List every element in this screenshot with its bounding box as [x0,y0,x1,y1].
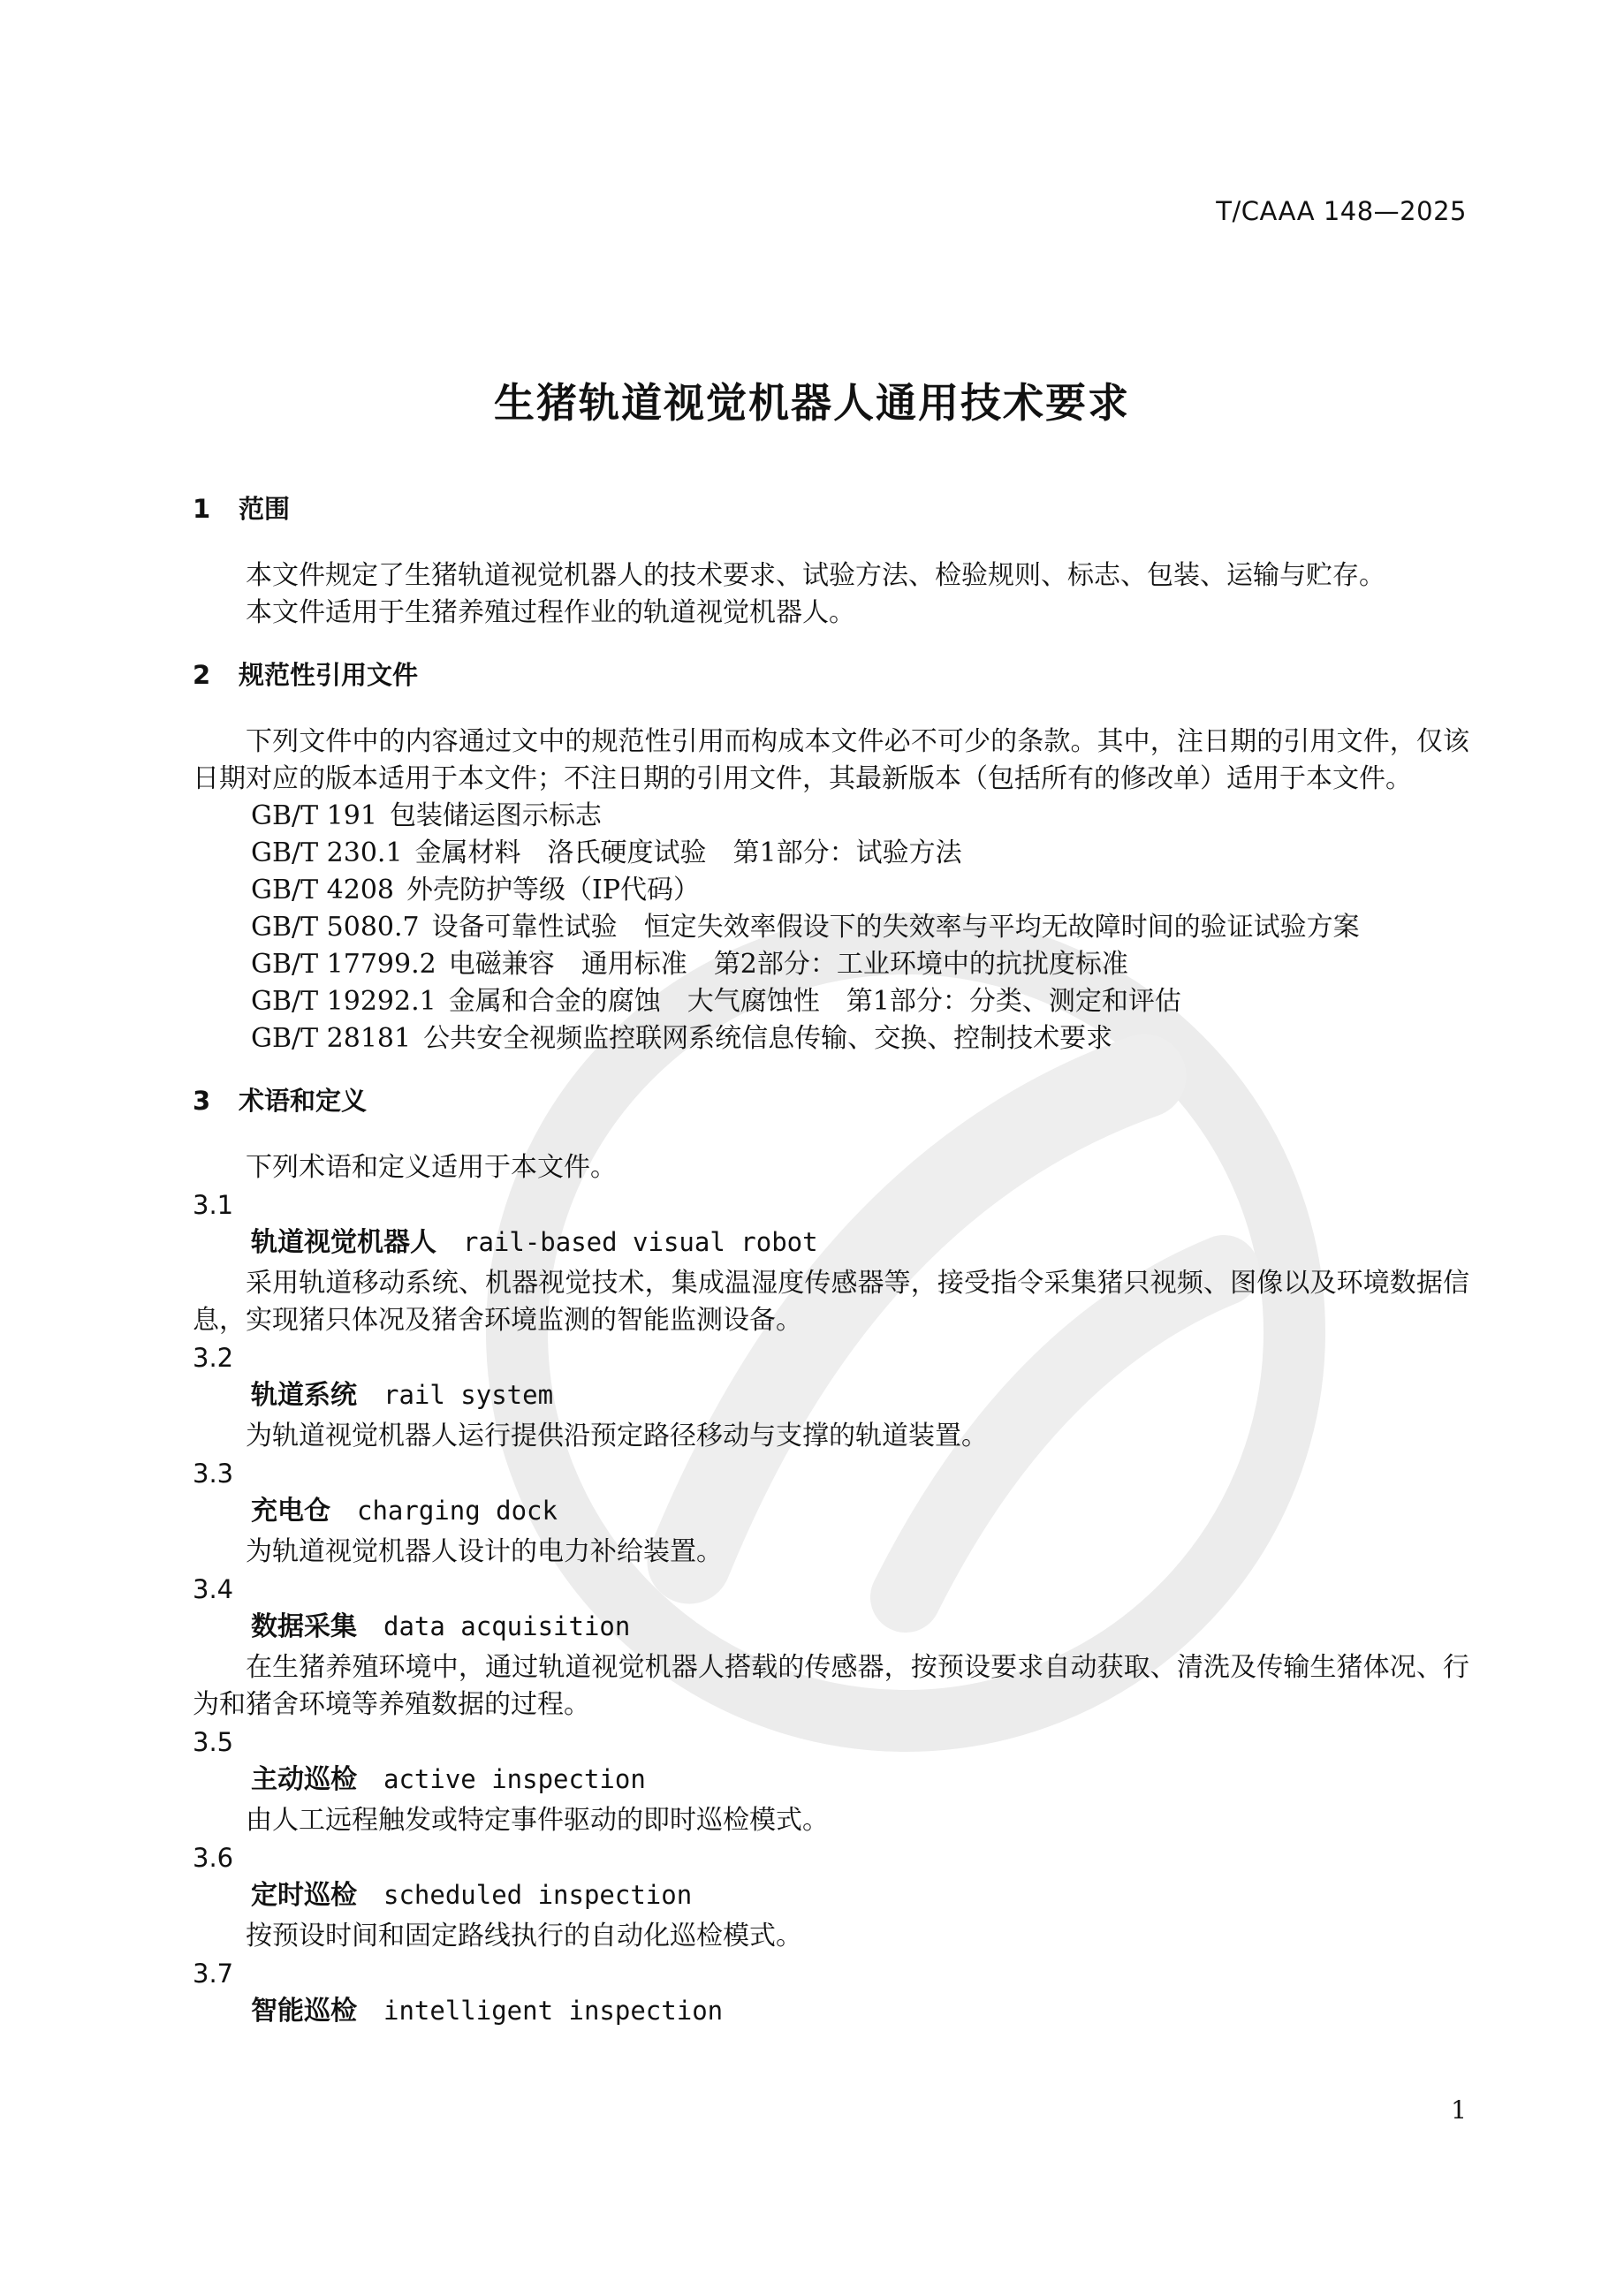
term-definition: 为轨道视觉机器人设计的电力补给装置。 [246,1536,723,1567]
term-number: 3.5 [193,1727,234,1757]
scope-paragraph: 本文件适用于生猪养殖过程作业的轨道视觉机器人。 [246,597,855,628]
reference-item [193,872,1469,909]
term-number: 3.1 [193,1190,234,1220]
term-entry [193,1186,1469,1339]
reference-title: 金属材料 洛氏硬度试验 第1部分：试验方法 [414,837,962,868]
term-definition: 采用轨道移动系统、机器视觉技术，集成温湿度传感器等，接受指令采集猪只视频、图像以及环境数据信息，实现猪只体况及猪舍环境监测的智能监测设备。 [193,1268,1469,1336]
term-name-en: active inspection [383,1764,646,1794]
reference-code: GB/T 17799.2 [251,949,436,980]
term-number: 3.2 [193,1343,234,1373]
term-name [193,1876,1469,1918]
reference-list [193,798,1469,1057]
reference-title: 公共安全视频监控联网系统信息传输、交换、控制技术要求 [423,1023,1113,1054]
reference-code: GB/T 5080.7 [251,912,420,943]
reference-title: 电磁兼容 通用标准 第2部分：工业环境中的抗扰度标准 [448,949,1128,980]
reference-title: 包装储运图示标志 [389,800,602,831]
references-intro: 下列文件中的内容通过文中的规范性引用而构成本文件必不可少的条款。其中，注日期的引用文件，仅该日期对应的版本适用于本文件；不注日期的引用文件，其最新版本（包括所有的修改单）适用于本文件。 [193,726,1469,794]
section-title: 术语和定义 [239,1086,368,1116]
page-number: 1 [1451,2095,1467,2125]
term-name [193,1761,1469,1802]
term-number: 3.4 [193,1574,234,1604]
term-name [193,1376,1469,1418]
term-name [193,1224,1469,1265]
section-title: 范围 [239,494,291,524]
section-heading-references [193,656,1469,693]
term-number: 3.6 [193,1843,234,1873]
reference-item [193,946,1469,983]
document-number: T/CAAA 148—2025 [1216,196,1467,226]
section-heading-terms [193,1082,1469,1119]
term-name-en: rail-based visual robot [463,1227,818,1257]
term-name-zh: 智能巡检 [251,1996,357,2027]
reference-title: 金属和合金的腐蚀 大气腐蚀性 第1部分：分类、测定和评估 [448,986,1181,1017]
term-number: 3.3 [193,1459,234,1489]
term-name-zh: 定时巡检 [251,1880,357,1911]
term-number: 3.7 [193,1959,234,1989]
reference-code: GB/T 4208 [251,875,395,906]
section-number: 2 [193,660,211,690]
section-number: 1 [193,494,211,524]
terms-intro: 下列术语和定义适用于本文件。 [246,1152,617,1183]
term-entry [193,1724,1469,1839]
document-title: 生猪轨道视觉机器人通用技术要求 [494,379,1130,427]
section-title: 规范性引用文件 [239,660,419,690]
term-definition: 按预设时间和固定路线执行的自动化巡检模式。 [246,1921,802,1951]
reference-item [193,1020,1469,1057]
term-entry [193,1455,1469,1571]
term-name-zh: 充电仓 [251,1496,330,1527]
term-name-en: intelligent inspection [383,1996,724,2026]
document-body [193,490,1469,2034]
term-name-zh: 轨道视觉机器人 [251,1227,436,1258]
reference-title: 设备可靠性试验 恒定失效率假设下的失效率与平均无故障时间的验证试验方案 [431,912,1360,943]
reference-item [193,983,1469,1020]
term-entry [193,1339,1469,1455]
reference-code: GB/T 19292.1 [251,986,436,1017]
term-name-en: charging dock [357,1496,558,1526]
term-name-en: scheduled inspection [383,1880,693,1910]
term-definition: 为轨道视觉机器人运行提供沿预定路径移动与支撑的轨道装置。 [246,1421,988,1451]
term-name-zh: 数据采集 [251,1611,357,1642]
term-name-en: rail system [383,1380,554,1410]
reference-item [193,909,1469,946]
reference-code: GB/T 230.1 [251,837,403,868]
reference-code: GB/T 191 [251,800,377,831]
reference-item [193,835,1469,872]
term-name [193,1992,1469,2034]
scope-paragraph: 本文件规定了生猪轨道视觉机器人的技术要求、试验方法、检验规则、标志、包装、运输与贮存。 [246,560,1385,591]
term-definition: 在生猪养殖环境中，通过轨道视觉机器人搭载的传感器，按预设要求自动获取、清洗及传输生猪体况、行为和猪舍环境等养殖数据的过程。 [193,1652,1469,1720]
term-name [193,1608,1469,1649]
term-name-zh: 轨道系统 [251,1380,357,1411]
reference-code: GB/T 28181 [251,1023,412,1054]
term-name-zh: 主动巡检 [251,1764,357,1795]
term-name [193,1492,1469,1534]
section-number: 3 [193,1086,211,1116]
term-definition: 由人工远程触发或特定事件驱动的即时巡检模式。 [246,1805,829,1836]
section-heading-scope [193,490,1469,527]
term-entry [193,1571,1469,1724]
term-name-en: data acquisition [383,1611,631,1641]
reference-title: 外壳防护等级（IP代码） [406,875,701,906]
reference-item [193,798,1469,835]
term-entry [193,1955,1469,2034]
term-entry [193,1839,1469,1955]
